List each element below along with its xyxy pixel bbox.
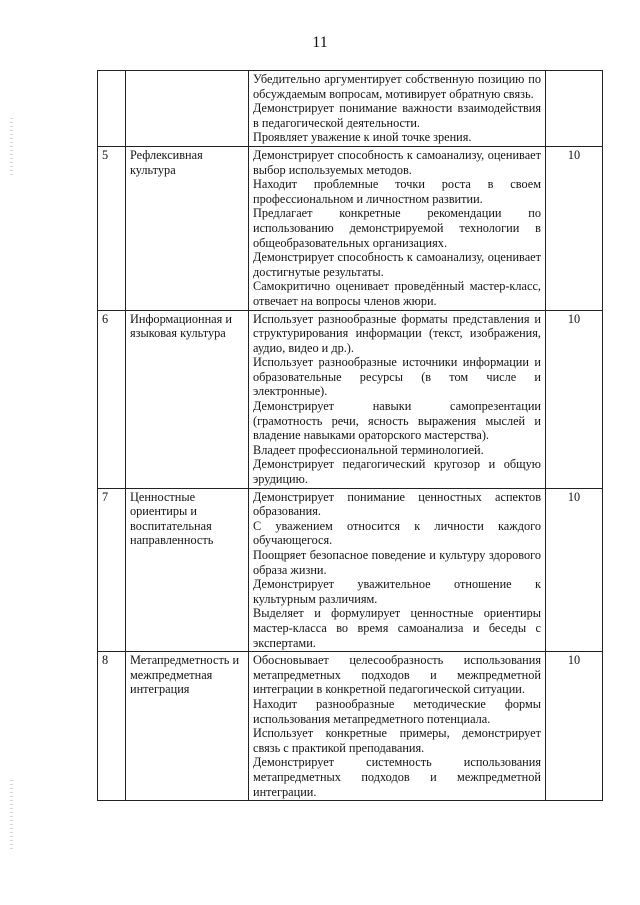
indicator-text: Убедительно аргументирует собственную позицию по обсуждаемым вопросам, мотивирует обратную связь. [253, 72, 541, 101]
row-number [98, 71, 126, 147]
indicators-cell [249, 71, 546, 147]
table-row [98, 310, 603, 488]
criterion-name: Рефлексивная культура [126, 146, 249, 310]
max-points: 10 [546, 488, 603, 652]
table-row [98, 652, 603, 801]
indicator-text: Демонстрирует навыки самопрезентации (грамотность речи, ясность выражения мыслей и владение навыками ораторского мастерства). [253, 399, 541, 443]
max-points: 10 [546, 146, 603, 310]
indicator-text: С уважением относится к личности каждого обучающегося. [253, 518, 541, 548]
indicator-text: Использует конкретные примеры, демонстрирует связь с практикой преподавания. [253, 726, 541, 755]
indicator-text: Самокритично оценивает проведённый мастер-класс, отвечает на вопросы членов жюри. [253, 279, 541, 308]
row-number: 8 [98, 652, 126, 801]
row-number: 7 [98, 488, 126, 652]
indicators-cell [249, 310, 546, 488]
indicator-text: Использует разнообразные источники информации и образовательные ресурсы (в том числе и электронные). [253, 355, 541, 399]
indicator-text: Демонстрирует системность использования метапредметных подходов и межпредметной интеграции. [253, 755, 541, 799]
page-number: 11 [312, 34, 328, 51]
indicator-text: Обосновывает целесообразность использования метапредметных подходов и межпредметной интеграции в конкретной педагогической ситуации. [253, 653, 541, 697]
row-number: 6 [98, 310, 126, 488]
indicator-text: Демонстрирует понимание ценностных аспектов образования. [253, 489, 541, 519]
scan-artifact [10, 780, 13, 850]
max-points: 10 [546, 310, 603, 488]
table-row [98, 488, 603, 652]
indicator-text: Поощряет безопасное поведение и культуру здорового образа жизни. [253, 548, 541, 577]
criterion-name [126, 71, 249, 147]
criterion-name: Метапредметность и межпредметная интеграция [126, 652, 249, 801]
table-row [98, 71, 603, 147]
criterion-name: Информационная и языковая культура [126, 310, 249, 488]
table-row [98, 146, 603, 310]
indicator-text: Выделяет и формулирует ценностные ориентиры мастер-класса во время самоанализа и беседы с экспертами. [253, 606, 541, 650]
indicator-text: Проявляет уважение к иной точке зрения. [253, 130, 472, 145]
indicator-text: Демонстрирует способность к самоанализу, оценивает достигнутые результаты. [253, 250, 541, 279]
indicators-cell [249, 146, 546, 310]
indicator-text: Демонстрирует уважительное отношение к культурным различиям. [253, 577, 541, 606]
indicator-text: Демонстрирует педагогический кругозор и общую эрудицию. [253, 457, 541, 487]
max-points: 10 [546, 652, 603, 801]
indicators-cell [249, 488, 546, 652]
indicator-text: Демонстрирует понимание важности взаимодействия в педагогической деятельности. [253, 101, 541, 130]
row-number: 5 [98, 146, 126, 310]
indicators-cell [249, 652, 546, 801]
indicator-text: Демонстрирует способность к самоанализу, оценивает выбор используемых методов. [253, 147, 541, 177]
scan-artifact [10, 118, 13, 178]
indicator-text: Находит разнообразные методические формы использования метапредметного потенциала. [253, 696, 541, 726]
criterion-name: Ценностные ориентиры и воспитательная направленность [126, 488, 249, 652]
indicator-text: Предлагает конкретные рекомендации по использованию демонстрируемой технологии в общеобразовательных организациях. [253, 206, 541, 250]
indicator-text: Владеет профессиональной терминологией. [253, 442, 484, 457]
criteria-table [97, 70, 603, 801]
indicator-text: Находит проблемные точки роста в своем профессиональном и личностном развитии. [253, 177, 541, 206]
indicator-text: Использует разнообразные форматы представления и структурирования информации (текст, изображения, аудио, видео и др.). [253, 311, 541, 355]
max-points [546, 71, 603, 147]
